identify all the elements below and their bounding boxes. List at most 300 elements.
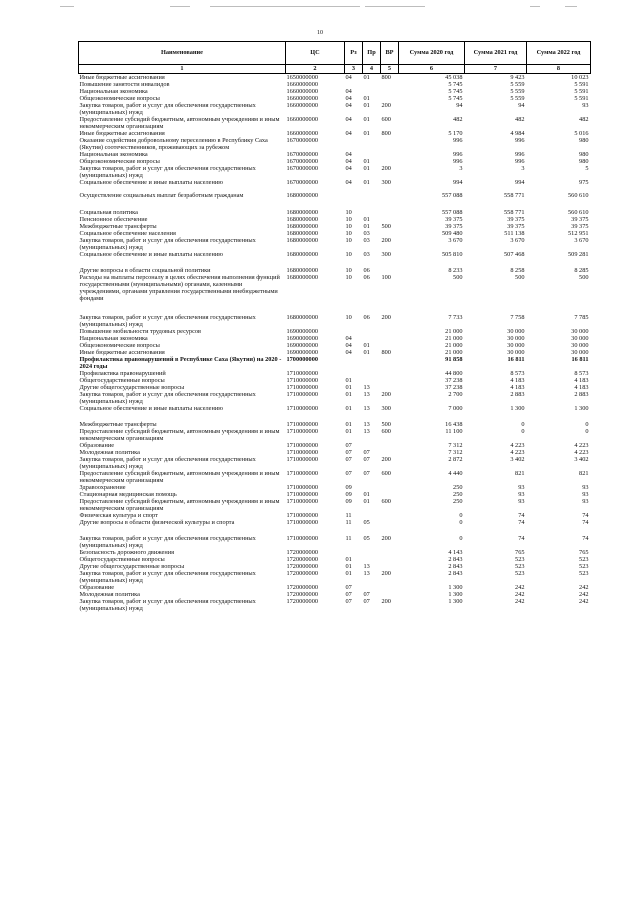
row-pr: 06 (363, 267, 370, 274)
row-pr (363, 556, 381, 563)
row-sum-2021: 9 423 (510, 74, 525, 81)
column-number: 7 (465, 65, 527, 74)
table-row (79, 449, 591, 456)
row-name: Предоставление субсидий бюджетным, автономным учреждениям и иным некоммерческим организациям (79, 470, 280, 484)
row-name: Образование (79, 584, 115, 591)
row-rz: 01 (345, 377, 352, 384)
table-row (79, 556, 591, 563)
row-cs: 1720000000 (286, 556, 318, 563)
row-rz: 07 (345, 456, 352, 463)
row-pr: 07 (363, 470, 370, 477)
header-vr: ВР (381, 42, 399, 65)
row-sum-2022: 821 (579, 470, 589, 477)
row-vr (381, 216, 399, 223)
row-sum-2021: 93 (518, 498, 525, 505)
row-name: Молодежная политика (79, 591, 140, 598)
row-sum-2020: 557 088 (442, 209, 463, 216)
row-sum-2021: 74 (518, 512, 525, 519)
row-rz: 10 (345, 237, 352, 244)
row-vr (381, 342, 399, 349)
table-header-row (79, 42, 591, 65)
table-row (79, 88, 591, 95)
row-cs: 1670000000 (286, 158, 318, 165)
row-sum-2022: 523 (579, 570, 589, 577)
row-sum-2021: 4 223 (510, 442, 525, 449)
table-row (79, 391, 591, 405)
row-sum-2022: 5 016 (574, 130, 589, 137)
row-sum-2020: 0 (459, 512, 463, 519)
row-vr: 200 (381, 456, 391, 463)
row-sum-2022: 7 785 (574, 314, 589, 321)
row-name: Повышение мобильности трудовых ресурсов (79, 328, 201, 335)
row-sum-2020: 994 (453, 179, 463, 186)
row-sum-2022: 3 670 (574, 237, 589, 244)
row-sum-2020: 1 300 (448, 591, 463, 598)
row-sum-2020: 5 745 (448, 81, 463, 88)
table-row (79, 349, 591, 356)
row-sum-2021: 242 (515, 584, 525, 591)
row-sum-2020: 4 143 (448, 549, 463, 556)
row-sum-2022: 74 (582, 535, 589, 542)
row-rz: 04 (345, 158, 352, 165)
table-row (79, 549, 591, 556)
scan-artifact-top (60, 6, 580, 7)
table-row (79, 179, 591, 192)
row-vr (381, 484, 399, 491)
row-name: Общеэкономические вопросы (79, 95, 160, 102)
row-vr: 800 (381, 130, 391, 137)
row-pr (363, 209, 381, 216)
row-sum-2022: 5 591 (574, 95, 589, 102)
row-cs: 1680000000 (286, 230, 318, 237)
table-row (79, 570, 591, 584)
row-name: Осуществление социальных выплат безработным гражданам (79, 192, 244, 199)
row-pr: 01 (363, 498, 370, 505)
table-row (79, 470, 591, 484)
row-cs: 1680000000 (286, 223, 318, 230)
row-pr (363, 328, 381, 335)
row-sum-2020: 5 170 (448, 130, 463, 137)
row-sum-2020: 39 375 (445, 216, 463, 223)
row-pr: 01 (363, 349, 370, 356)
row-name: Расходы на выплаты персоналу в целях обеспечения выполнения функций государственными (муниципальными) органами, казенными учреждениями, органами управления государственными внебюджетными фондами (79, 274, 280, 302)
row-cs: 1660000000 (286, 88, 318, 95)
row-rz: 01 (345, 405, 352, 412)
row-vr: 300 (381, 251, 391, 258)
row-vr (381, 491, 399, 498)
row-cs: 1670000000 (286, 151, 318, 158)
column-number-row (79, 65, 591, 74)
table-row (79, 442, 591, 449)
table-row (79, 237, 591, 251)
row-cs: 1710000000 (286, 428, 318, 435)
row-rz: 04 (345, 335, 352, 342)
row-vr (381, 356, 399, 370)
row-sum-2020: 509 480 (442, 230, 463, 237)
row-sum-2020: 7 000 (448, 405, 463, 412)
row-sum-2022: 39 375 (571, 216, 589, 223)
row-cs: 1720000000 (286, 570, 318, 577)
row-sum-2021: 74 (518, 519, 525, 526)
row-vr (381, 209, 399, 216)
column-number: 6 (399, 65, 465, 74)
row-rz: 09 (345, 498, 352, 505)
row-vr (381, 442, 399, 449)
row-sum-2022: 560 610 (568, 192, 589, 199)
row-sum-2022: 93 (582, 491, 589, 498)
row-name: Общеэкономические вопросы (79, 158, 160, 165)
row-name: Межбюджетные трансферты (79, 421, 157, 428)
row-rz: 11 (345, 535, 352, 542)
row-sum-2020: 37 238 (445, 377, 463, 384)
row-sum-2022: 4 223 (574, 449, 589, 456)
row-rz: 10 (345, 223, 352, 230)
row-cs: 1660000000 (286, 81, 318, 88)
row-sum-2021: 74 (518, 535, 525, 542)
row-vr: 200 (381, 237, 391, 244)
row-rz: 04 (345, 151, 352, 158)
row-rz: 07 (345, 470, 352, 477)
row-rz: 10 (345, 314, 352, 321)
row-sum-2020: 0 (459, 519, 463, 526)
table-row (79, 251, 591, 267)
row-sum-2022: 5 (585, 165, 589, 172)
row-pr: 05 (363, 519, 370, 526)
row-name: Иные бюджетные ассигнования (79, 349, 165, 356)
row-sum-2022: 4 223 (574, 442, 589, 449)
row-sum-2021: 523 (515, 570, 525, 577)
row-pr (363, 137, 381, 151)
row-sum-2020: 5 745 (448, 88, 463, 95)
row-sum-2020: 3 670 (448, 237, 463, 244)
row-rz: 04 (345, 165, 352, 172)
row-cs: 1680000000 (286, 314, 318, 321)
row-sum-2020: 1 300 (448, 584, 463, 591)
row-rz: 04 (345, 88, 352, 95)
row-vr (381, 449, 399, 456)
row-sum-2022: 93 (582, 484, 589, 491)
row-vr (381, 267, 399, 274)
row-sum-2022: 5 591 (574, 81, 589, 88)
row-pr: 01 (363, 491, 370, 498)
row-name: Социальное обеспечение и иные выплаты населению (79, 251, 223, 258)
row-name: Образование (79, 442, 115, 449)
row-sum-2021: 996 (515, 151, 525, 158)
row-sum-2020: 1 300 (448, 598, 463, 605)
row-sum-2021: 523 (515, 556, 525, 563)
row-vr (381, 377, 399, 384)
row-sum-2021: 1 300 (510, 405, 525, 412)
row-sum-2021: 93 (518, 491, 525, 498)
row-sum-2022: 980 (579, 158, 589, 165)
row-cs: 1700000000 (286, 356, 318, 363)
row-sum-2022: 980 (579, 137, 589, 144)
row-name: Другие вопросы в области социальной политики (79, 267, 211, 274)
row-pr: 06 (363, 314, 370, 321)
row-cs: 1660000000 (286, 102, 318, 109)
row-cs: 1710000000 (286, 421, 318, 428)
row-name: Здравоохранение (79, 484, 126, 491)
row-sum-2020: 16 438 (445, 421, 463, 428)
table-row (79, 335, 591, 342)
row-sum-2020: 0 (459, 535, 463, 542)
row-sum-2022: 523 (579, 556, 589, 563)
row-name: Закупка товаров, работ и услуг для обеспечения государственных (муниципальных) нужд (79, 598, 256, 612)
table-row (79, 230, 591, 237)
row-rz: 10 (345, 274, 352, 281)
row-pr (363, 442, 381, 449)
row-rz (345, 192, 363, 209)
row-sum-2020: 2 700 (448, 391, 463, 398)
row-sum-2020: 500 (453, 274, 463, 281)
row-pr (363, 512, 381, 519)
row-vr (381, 556, 399, 563)
budget-table (78, 41, 591, 612)
row-sum-2022: 242 (579, 598, 589, 605)
row-sum-2021: 3 (521, 165, 525, 172)
row-vr (381, 158, 399, 165)
row-cs: 1680000000 (286, 192, 318, 199)
row-sum-2021: 511 138 (504, 230, 525, 237)
row-vr: 200 (381, 165, 391, 172)
row-sum-2020: 44 800 (445, 370, 463, 377)
row-sum-2021: 30 000 (507, 349, 525, 356)
row-name: Безопасность дорожного движения (79, 549, 174, 556)
row-pr: 01 (363, 158, 370, 165)
row-vr (381, 335, 399, 342)
row-sum-2021: 0 (521, 428, 525, 435)
row-sum-2022: 3 402 (574, 456, 589, 463)
row-sum-2020: 250 (453, 498, 463, 505)
row-name: Повышение занятости инвалидов (79, 81, 170, 88)
row-sum-2021: 8 573 (510, 370, 525, 377)
row-cs: 1710000000 (286, 484, 318, 491)
row-rz: 01 (345, 556, 352, 563)
table-row (79, 165, 591, 179)
row-vr: 500 (381, 421, 391, 428)
row-vr (381, 230, 399, 237)
row-vr (381, 549, 399, 556)
row-sum-2022: 93 (582, 102, 589, 109)
row-sum-2021: 93 (518, 484, 525, 491)
row-vr: 200 (381, 598, 391, 605)
row-name: Предоставление субсидий бюджетным, автономным учреждениям и иным некоммерческим организациям (79, 116, 280, 130)
row-sum-2022: 242 (579, 591, 589, 598)
table-row (79, 81, 591, 88)
row-sum-2021: 30 000 (507, 342, 525, 349)
row-sum-2021: 996 (515, 137, 525, 144)
row-sum-2021: 242 (515, 598, 525, 605)
row-name: Закупка товаров, работ и услуг для обеспечения государственных (муниципальных) нужд (79, 102, 256, 116)
table-row (79, 421, 591, 428)
table-row (79, 137, 591, 151)
row-sum-2020: 996 (453, 151, 463, 158)
row-sum-2021: 996 (515, 158, 525, 165)
row-vr (381, 370, 399, 377)
row-pr (363, 584, 381, 591)
row-rz: 04 (345, 95, 352, 102)
row-cs: 1710000000 (286, 391, 318, 398)
row-pr: 01 (363, 116, 370, 123)
header-cs: ЦС (286, 42, 345, 65)
row-sum-2021: 507 468 (504, 251, 525, 258)
row-sum-2020: 250 (453, 484, 463, 491)
row-cs: 1670000000 (286, 179, 318, 186)
row-vr: 500 (381, 223, 391, 230)
row-sum-2022: 0 (585, 421, 589, 428)
row-vr (381, 81, 399, 88)
row-sum-2020: 2 843 (448, 556, 463, 563)
row-sum-2022: 93 (582, 498, 589, 505)
row-name: Закупка товаров, работ и услуг для обеспечения государственных (муниципальных) нужд (79, 456, 256, 470)
row-vr: 600 (381, 428, 391, 435)
table-row (79, 158, 591, 165)
row-sum-2021: 523 (515, 563, 525, 570)
row-rz: 01 (345, 563, 352, 570)
row-cs: 1690000000 (286, 342, 318, 349)
table-row (79, 314, 591, 328)
row-sum-2021: 39 375 (507, 216, 525, 223)
row-rz: 10 (345, 267, 352, 274)
row-sum-2020: 996 (453, 158, 463, 165)
row-pr: 13 (363, 405, 370, 412)
row-cs: 1710000000 (286, 384, 318, 391)
row-rz: 10 (345, 251, 352, 258)
row-vr (381, 591, 399, 598)
row-cs: 1660000000 (286, 95, 318, 102)
row-sum-2020: 37 238 (445, 384, 463, 391)
row-rz (345, 370, 363, 377)
table-row (79, 192, 591, 209)
header-sum-2021: Сумма 2021 год (465, 42, 527, 65)
row-sum-2022: 74 (582, 519, 589, 526)
row-sum-2022: 500 (579, 274, 589, 281)
table-row (79, 519, 591, 535)
row-rz: 09 (345, 484, 352, 491)
row-cs: 1710000000 (286, 535, 318, 542)
row-cs: 1680000000 (286, 237, 318, 244)
row-rz: 07 (345, 591, 352, 598)
row-sum-2022: 4 183 (574, 377, 589, 384)
row-sum-2022: 39 375 (571, 223, 589, 230)
row-vr: 800 (381, 74, 391, 81)
table-row (79, 209, 591, 216)
row-cs: 1720000000 (286, 549, 318, 556)
row-pr (363, 88, 381, 95)
row-cs: 1710000000 (286, 519, 318, 526)
row-sum-2021: 5 559 (510, 88, 525, 95)
row-sum-2020: 482 (453, 116, 463, 123)
row-name: Социальная политика (79, 209, 138, 216)
table-row (79, 584, 591, 591)
row-sum-2022: 5 591 (574, 88, 589, 95)
row-rz: 10 (345, 209, 352, 216)
row-rz: 07 (345, 598, 352, 605)
row-rz: 09 (345, 491, 352, 498)
row-name: Закупка товаров, работ и услуг для обеспечения государственных (муниципальных) нужд (79, 391, 256, 405)
row-cs: 1710000000 (286, 470, 318, 477)
table-row (79, 484, 591, 491)
row-cs: 1680000000 (286, 209, 318, 216)
row-cs: 1710000000 (286, 456, 318, 463)
row-sum-2021: 3 402 (510, 456, 525, 463)
row-rz: 11 (345, 512, 352, 519)
row-sum-2020: 21 000 (445, 328, 463, 335)
column-number: 8 (527, 65, 591, 74)
row-pr: 01 (363, 342, 370, 349)
table-row (79, 456, 591, 470)
table-row (79, 102, 591, 116)
row-sum-2022: 0 (585, 428, 589, 435)
row-rz: 01 (345, 391, 352, 398)
row-name: Иные бюджетные ассигнования (79, 130, 165, 137)
row-name: Общегосударственные вопросы (79, 377, 165, 384)
row-sum-2022: 509 281 (568, 251, 589, 258)
row-vr: 600 (381, 470, 391, 477)
row-sum-2020: 39 375 (445, 223, 463, 230)
header-name: Наименование (79, 42, 286, 65)
row-sum-2021: 8 258 (510, 267, 525, 274)
row-name: Национальная экономика (79, 151, 148, 158)
row-rz: 07 (345, 584, 352, 591)
row-vr: 200 (381, 535, 391, 542)
row-sum-2020: 21 000 (445, 335, 463, 342)
row-pr: 07 (363, 449, 370, 456)
row-vr (381, 95, 399, 102)
column-number: 4 (363, 65, 381, 74)
row-name: Закупка товаров, работ и услуг для обеспечения государственных (муниципальных) нужд (79, 570, 256, 584)
row-rz: 01 (345, 570, 352, 577)
table-row (79, 591, 591, 598)
row-sum-2022: 975 (579, 179, 589, 186)
row-vr: 200 (381, 391, 391, 398)
row-vr: 100 (381, 274, 391, 281)
table-row (79, 370, 591, 377)
row-pr: 03 (363, 251, 370, 258)
row-pr (363, 377, 381, 384)
row-name: Предоставление субсидий бюджетным, автономным учреждениям и иным некоммерческим организациям (79, 428, 280, 442)
row-sum-2020: 11 100 (445, 428, 463, 435)
column-number: 2 (286, 65, 345, 74)
row-sum-2021: 39 375 (507, 223, 525, 230)
row-sum-2022: 980 (579, 151, 589, 158)
row-pr: 13 (363, 391, 370, 398)
row-vr (381, 192, 399, 209)
row-name: Национальная экономика (79, 88, 148, 95)
row-sum-2021: 558 771 (504, 192, 525, 199)
table-row (79, 356, 591, 370)
row-pr (363, 484, 381, 491)
row-name: Профилактика правонарушений в Республике Саха (Якутия) на 2020 - 2024 годы (79, 356, 282, 370)
header-pr: Пр (363, 42, 381, 65)
row-rz: 04 (345, 179, 352, 186)
row-name: Общеэкономические вопросы (79, 342, 160, 349)
row-sum-2020: 21 000 (445, 342, 463, 349)
row-pr: 01 (363, 102, 370, 109)
row-sum-2021: 7 758 (510, 314, 525, 321)
row-cs: 1690000000 (286, 328, 318, 335)
row-sum-2022: 30 000 (571, 335, 589, 342)
row-cs: 1660000000 (286, 116, 318, 123)
row-sum-2021: 5 559 (510, 95, 525, 102)
row-cs: 1710000000 (286, 405, 318, 412)
row-vr (381, 512, 399, 519)
row-sum-2020: 91 858 (445, 356, 463, 363)
row-sum-2020: 45 038 (445, 74, 463, 81)
table-row (79, 384, 591, 391)
row-pr: 01 (363, 179, 370, 186)
row-pr: 01 (363, 74, 370, 81)
